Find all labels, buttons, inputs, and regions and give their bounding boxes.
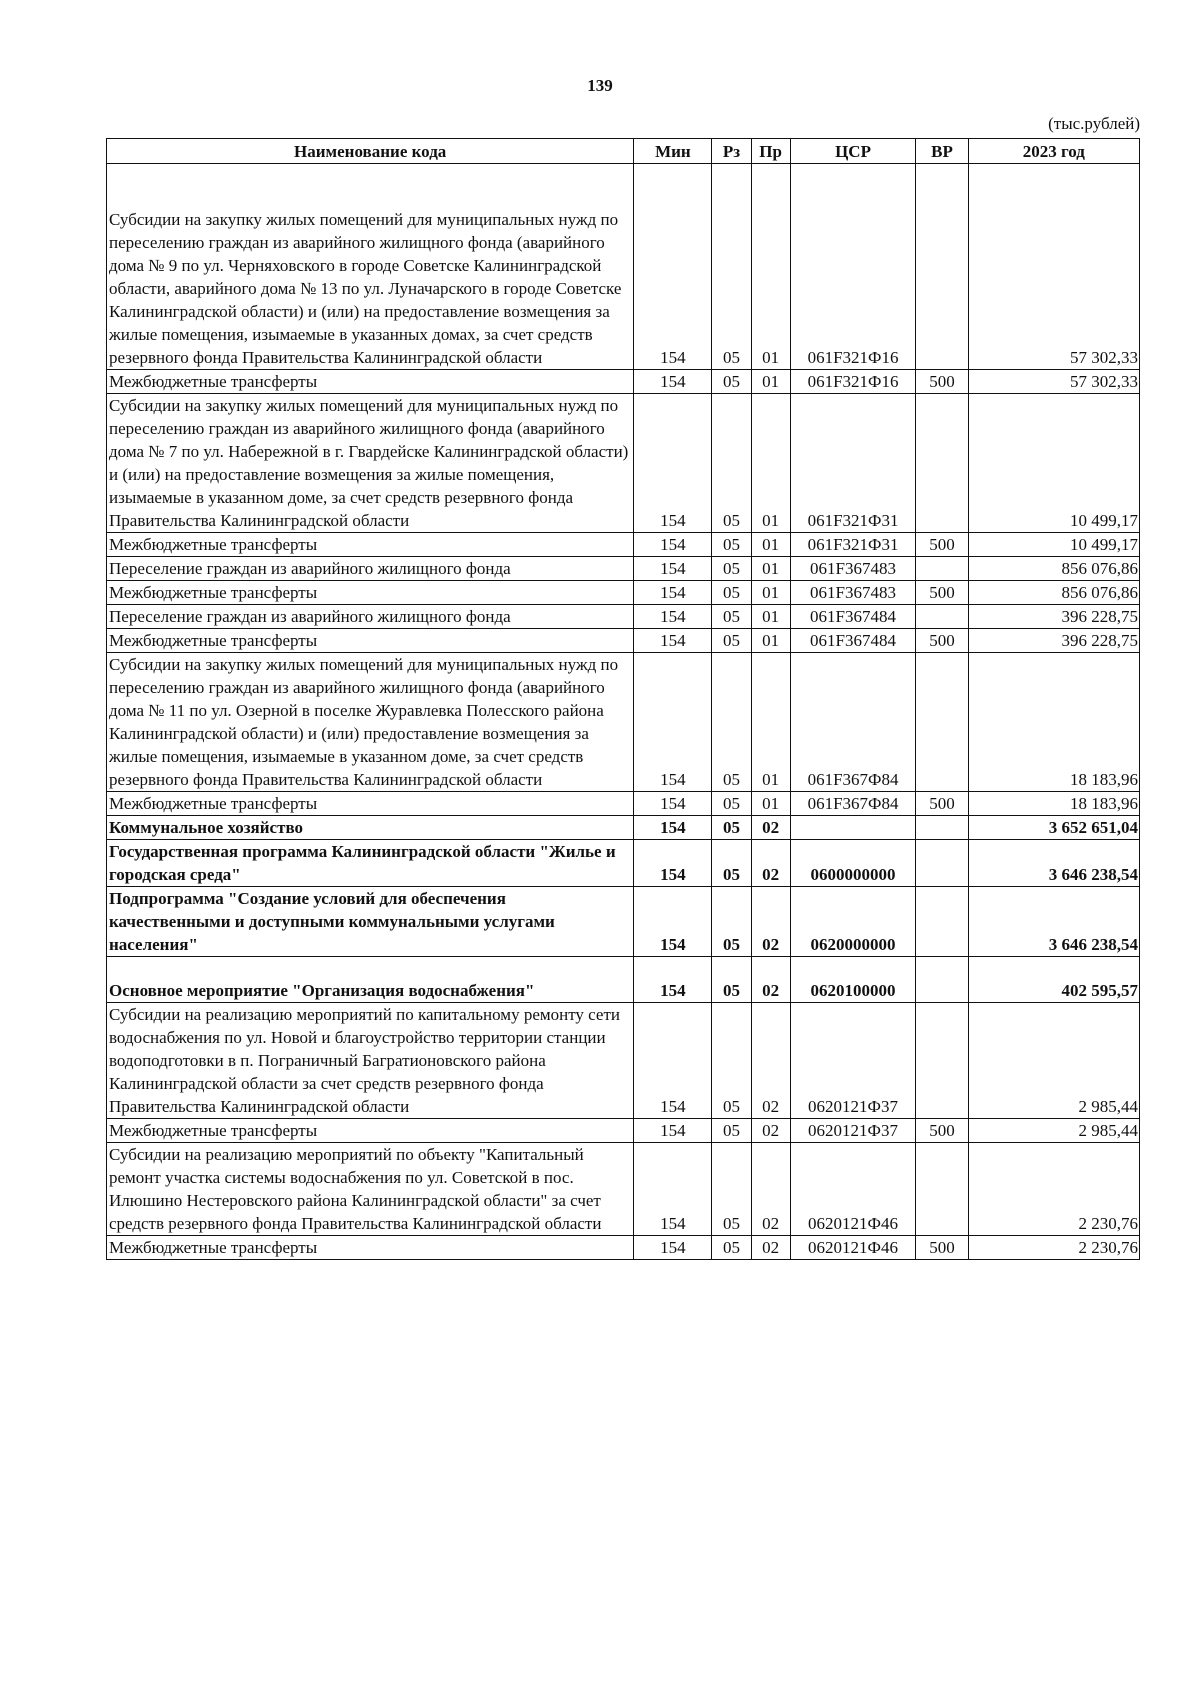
- row-rz: 05: [712, 605, 751, 629]
- row-rz: 05: [712, 394, 751, 533]
- row-vr: [916, 887, 968, 957]
- row-rz: 05: [712, 581, 751, 605]
- row-rz: 05: [712, 1119, 751, 1143]
- row-csr: 061F321Ф31: [790, 533, 916, 557]
- row-csr: 061F367483: [790, 581, 916, 605]
- table-row: [107, 557, 1140, 581]
- row-name: Межбюджетные трансферты: [107, 533, 634, 557]
- row-pr: 02: [751, 1236, 790, 1260]
- table-row: [107, 1003, 1140, 1119]
- row-vr: [916, 840, 968, 887]
- row-sum: 57 302,33: [968, 370, 1139, 394]
- row-rz: 05: [712, 533, 751, 557]
- row-csr: 0620000000: [790, 887, 916, 957]
- table-row: [107, 653, 1140, 792]
- table-row: [107, 394, 1140, 533]
- row-rz: 05: [712, 164, 751, 370]
- row-vr: 500: [916, 1119, 968, 1143]
- row-rz: 05: [712, 653, 751, 792]
- row-vr: 500: [916, 581, 968, 605]
- row-csr: 061F321Ф16: [790, 370, 916, 394]
- row-sum: 3 646 238,54: [968, 840, 1139, 887]
- row-name: Государственная программа Калининградской области "Жилье и городская среда": [107, 840, 634, 887]
- row-csr: 0620121Ф37: [790, 1003, 916, 1119]
- row-min: 154: [634, 887, 712, 957]
- row-vr: [916, 557, 968, 581]
- row-name: Субсидии на реализацию мероприятий по объекту "Капитальный ремонт участка системы водоснабжения по ул. Советской в пос. Илюшино Нестеровского района Калининградской области" за счет средств резервного фонда Правительства Калининградской области: [107, 1143, 634, 1236]
- row-min: 154: [634, 629, 712, 653]
- row-rz: 05: [712, 816, 751, 840]
- row-sum: 856 076,86: [968, 581, 1139, 605]
- row-vr: 500: [916, 629, 968, 653]
- row-rz: 05: [712, 557, 751, 581]
- row-csr: 0600000000: [790, 840, 916, 887]
- row-vr: [916, 605, 968, 629]
- table-row: [107, 629, 1140, 653]
- table-row: [107, 1119, 1140, 1143]
- row-min: 154: [634, 533, 712, 557]
- table-header-row: [107, 139, 1140, 164]
- table-row: [107, 1143, 1140, 1236]
- row-csr: 061F321Ф31: [790, 394, 916, 533]
- header-rz: Рз: [712, 139, 751, 164]
- row-min: 154: [634, 792, 712, 816]
- row-pr: 01: [751, 533, 790, 557]
- row-pr: 02: [751, 1119, 790, 1143]
- row-name: Межбюджетные трансферты: [107, 792, 634, 816]
- row-sum: 2 230,76: [968, 1236, 1139, 1260]
- row-rz: 05: [712, 957, 751, 1003]
- table-row: [107, 370, 1140, 394]
- row-min: 154: [634, 581, 712, 605]
- row-rz: 05: [712, 1236, 751, 1260]
- row-pr: 02: [751, 1003, 790, 1119]
- row-pr: 02: [751, 887, 790, 957]
- row-min: 154: [634, 1119, 712, 1143]
- row-sum: 10 499,17: [968, 533, 1139, 557]
- row-vr: [916, 653, 968, 792]
- row-csr: 0620100000: [790, 957, 916, 1003]
- row-sum: 396 228,75: [968, 605, 1139, 629]
- row-min: 154: [634, 840, 712, 887]
- row-rz: 05: [712, 887, 751, 957]
- table-row: [107, 533, 1140, 557]
- row-name: Подпрограмма "Создание условий для обеспечения качественными и доступными коммунальными услугами населения": [107, 887, 634, 957]
- row-min: 154: [634, 1003, 712, 1119]
- row-name: Коммунальное хозяйство: [107, 816, 634, 840]
- row-csr: 061F367Ф84: [790, 792, 916, 816]
- row-vr: [916, 164, 968, 370]
- row-vr: 500: [916, 792, 968, 816]
- row-name: Переселение граждан из аварийного жилищного фонда: [107, 557, 634, 581]
- row-pr: 01: [751, 164, 790, 370]
- row-min: 154: [634, 957, 712, 1003]
- row-rz: 05: [712, 370, 751, 394]
- header-min: Мин: [634, 139, 712, 164]
- row-vr: [916, 394, 968, 533]
- row-rz: 05: [712, 792, 751, 816]
- row-min: 154: [634, 816, 712, 840]
- page-number: 139: [587, 76, 613, 95]
- budget-table: [106, 138, 1140, 1260]
- row-pr: 02: [751, 816, 790, 840]
- row-csr: 0620121Ф46: [790, 1143, 916, 1236]
- table-row: [107, 605, 1140, 629]
- row-rz: 05: [712, 1143, 751, 1236]
- row-pr: 01: [751, 653, 790, 792]
- row-csr: 0620121Ф46: [790, 1236, 916, 1260]
- row-csr: 0620121Ф37: [790, 1119, 916, 1143]
- table-row: [107, 840, 1140, 887]
- row-pr: 01: [751, 605, 790, 629]
- row-sum: 18 183,96: [968, 653, 1139, 792]
- header-name: Наименование кода: [107, 139, 634, 164]
- table-row: [107, 957, 1140, 1003]
- row-rz: 05: [712, 840, 751, 887]
- table-row: [107, 1236, 1140, 1260]
- header-csr: ЦСР: [790, 139, 916, 164]
- row-name: Субсидии на закупку жилых помещений для муниципальных нужд по переселению граждан из аварийного жилищного фонда (аварийного дома № 11 по ул. Озерной в поселке Журавлевка Полесского района Калининградской области) и (или) предоставление возмещения за жилые помещения, изымаемые в указанном доме, за счет средств резервного фонда Правительства Калининградской области: [107, 653, 634, 792]
- row-vr: 500: [916, 370, 968, 394]
- table-row: [107, 792, 1140, 816]
- row-name: Межбюджетные трансферты: [107, 581, 634, 605]
- row-vr: [916, 1003, 968, 1119]
- header-pr: Пр: [751, 139, 790, 164]
- row-pr: 02: [751, 1143, 790, 1236]
- row-name: Межбюджетные трансферты: [107, 370, 634, 394]
- row-min: 154: [634, 1236, 712, 1260]
- row-vr: [916, 1143, 968, 1236]
- units-label: (тыс.рублей): [1048, 114, 1140, 133]
- row-csr: 061F367484: [790, 629, 916, 653]
- row-pr: 01: [751, 792, 790, 816]
- row-csr: 061F367484: [790, 605, 916, 629]
- row-sum: 57 302,33: [968, 164, 1139, 370]
- row-sum: 2 230,76: [968, 1143, 1139, 1236]
- row-sum: 2 985,44: [968, 1119, 1139, 1143]
- row-pr: 01: [751, 581, 790, 605]
- row-pr: 01: [751, 629, 790, 653]
- row-sum: 10 499,17: [968, 394, 1139, 533]
- row-rz: 05: [712, 629, 751, 653]
- row-sum: 402 595,57: [968, 957, 1139, 1003]
- row-name: Основное мероприятие "Организация водоснабжения": [107, 957, 634, 1003]
- table-row: [107, 816, 1140, 840]
- row-rz: 05: [712, 1003, 751, 1119]
- row-sum: 856 076,86: [968, 557, 1139, 581]
- row-min: 154: [634, 394, 712, 533]
- row-name: Субсидии на закупку жилых помещений для муниципальных нужд по переселению граждан из аварийного жилищного фонда (аварийного дома № 7 по ул. Набережной в г. Гвардейске Калининградской области) и (или) на предоставление возмещения за жилые помещения, изымаемые в указанном доме, за счет средств резервного фонда Правительства Калининградской области: [107, 394, 634, 533]
- row-sum: 18 183,96: [968, 792, 1139, 816]
- row-name: Субсидии на закупку жилых помещений для муниципальных нужд по переселению граждан из аварийного жилищного фонда (аварийного дома № 9 по ул. Черняховского в городе Советске Калининградской области, аварийного дома № 13 по ул. Луначарского в городе Советске Калининградской области) и (или) на предоставление возмещения за жилые помещения, изымаемые в указанных домах, за счет средств резервного фонда Правительства Калининградской области: [107, 164, 634, 370]
- row-sum: 3 652 651,04: [968, 816, 1139, 840]
- row-min: 154: [634, 653, 712, 792]
- row-csr: [790, 816, 916, 840]
- row-pr: 01: [751, 557, 790, 581]
- row-vr: [916, 957, 968, 1003]
- header-year: 2023 год: [968, 139, 1139, 164]
- row-vr: 500: [916, 1236, 968, 1260]
- row-min: 154: [634, 557, 712, 581]
- row-min: 154: [634, 164, 712, 370]
- row-vr: 500: [916, 533, 968, 557]
- row-name: Субсидии на реализацию мероприятий по капитальному ремонту сети водоснабжения по ул. Новой и благоустройство территории станции водоподготовки в п. Пограничный Багратионовского района Калининградской области за счет средств резервного фонда Правительства Калининградской области: [107, 1003, 634, 1119]
- row-name: Межбюджетные трансферты: [107, 1236, 634, 1260]
- row-name: Межбюджетные трансферты: [107, 629, 634, 653]
- row-pr: 02: [751, 840, 790, 887]
- row-csr: 061F367Ф84: [790, 653, 916, 792]
- row-csr: 061F321Ф16: [790, 164, 916, 370]
- row-name: Переселение граждан из аварийного жилищного фонда: [107, 605, 634, 629]
- row-min: 154: [634, 1143, 712, 1236]
- row-sum: 3 646 238,54: [968, 887, 1139, 957]
- table-row: [107, 581, 1140, 605]
- row-min: 154: [634, 605, 712, 629]
- table-row: [107, 164, 1140, 370]
- row-min: 154: [634, 370, 712, 394]
- row-sum: 396 228,75: [968, 629, 1139, 653]
- row-vr: [916, 816, 968, 840]
- row-sum: 2 985,44: [968, 1003, 1139, 1119]
- row-name: Межбюджетные трансферты: [107, 1119, 634, 1143]
- row-csr: 061F367483: [790, 557, 916, 581]
- row-pr: 01: [751, 370, 790, 394]
- row-pr: 02: [751, 957, 790, 1003]
- table-row: [107, 887, 1140, 957]
- row-pr: 01: [751, 394, 790, 533]
- header-vr: ВР: [916, 139, 968, 164]
